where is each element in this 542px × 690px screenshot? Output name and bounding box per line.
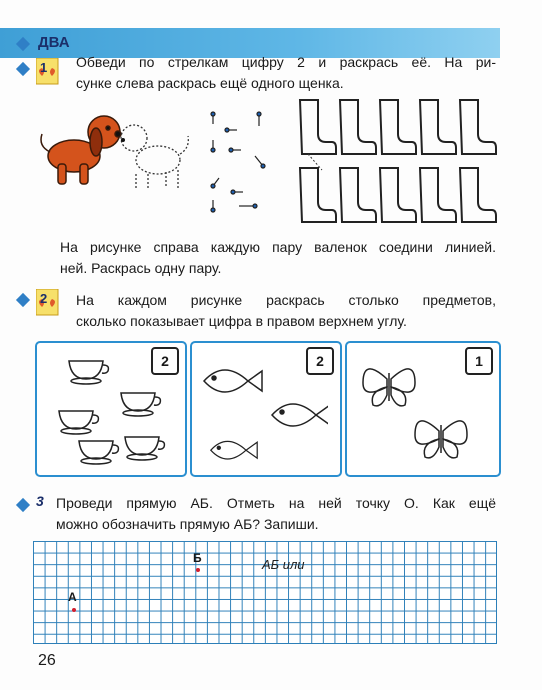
butterfly-icon	[415, 421, 467, 458]
task-3-number: 3	[36, 493, 44, 509]
task-2-diamond	[16, 293, 30, 307]
cup-icon	[79, 441, 118, 464]
boots-row-bottom	[300, 168, 496, 222]
dog-illustration	[36, 104, 196, 194]
fish-icon	[211, 441, 257, 459]
point-a-label: А	[68, 590, 77, 604]
frame-fish	[190, 341, 342, 477]
page-number: 26	[38, 652, 56, 669]
butterflies-group	[357, 355, 487, 467]
boots-row-top	[300, 100, 496, 154]
frame-fish-count: 2	[306, 347, 334, 375]
task-2-line-2: сколько показывает цифра в правом верхнем углу.	[76, 313, 407, 329]
point-b-label: Б	[193, 551, 202, 565]
frame-cups-count: 2	[151, 347, 179, 375]
frame-butterflies-count: 1	[465, 347, 493, 375]
outline-dog	[121, 125, 188, 188]
digit-2-tracing	[203, 106, 275, 216]
cup-icon	[59, 411, 98, 434]
cups-group	[57, 351, 177, 471]
boots-illustration	[294, 96, 499, 224]
frame-butterflies	[345, 341, 501, 477]
cup-icon	[125, 437, 164, 460]
point-a-dot	[72, 608, 76, 612]
page-title: ДВА	[38, 34, 70, 51]
point-b-dot	[196, 568, 200, 572]
task-3-diamond	[16, 498, 30, 512]
colored-dog	[41, 116, 121, 184]
task-1-line-1: Обведи по стрелкам цифру 2 и раскрась её. На ри-	[76, 54, 496, 70]
butterfly-icon	[363, 369, 415, 406]
task-1-line-2: сунке слева раскрась ещё одного щенка.	[76, 75, 344, 91]
task-2-line-1: На каждом рисунке раскрась столько предметов,	[76, 292, 496, 308]
task-3-line-1: Проведи прямую АБ. Отметь на ней точку О. Как ещё	[56, 495, 496, 511]
task-1-after-line-1: На рисунке справа каждую пару валенок соедини линией.	[60, 239, 496, 255]
cup-icon	[121, 393, 160, 416]
task-1-number: 1	[40, 60, 48, 75]
frame-cups	[35, 341, 187, 477]
handwritten-answer: АБ или	[262, 557, 305, 572]
fish-icon	[272, 404, 328, 426]
task-1-after-line-2: ней. Раскрась одну пару.	[60, 260, 222, 276]
cup-icon	[69, 361, 108, 384]
task-1-diamond	[16, 62, 30, 76]
task-3-line-2: можно обозначить прямую АБ? Запиши.	[56, 516, 319, 532]
task-2-number: 2	[40, 291, 48, 306]
fish-group	[198, 357, 328, 469]
fish-icon	[204, 370, 262, 392]
